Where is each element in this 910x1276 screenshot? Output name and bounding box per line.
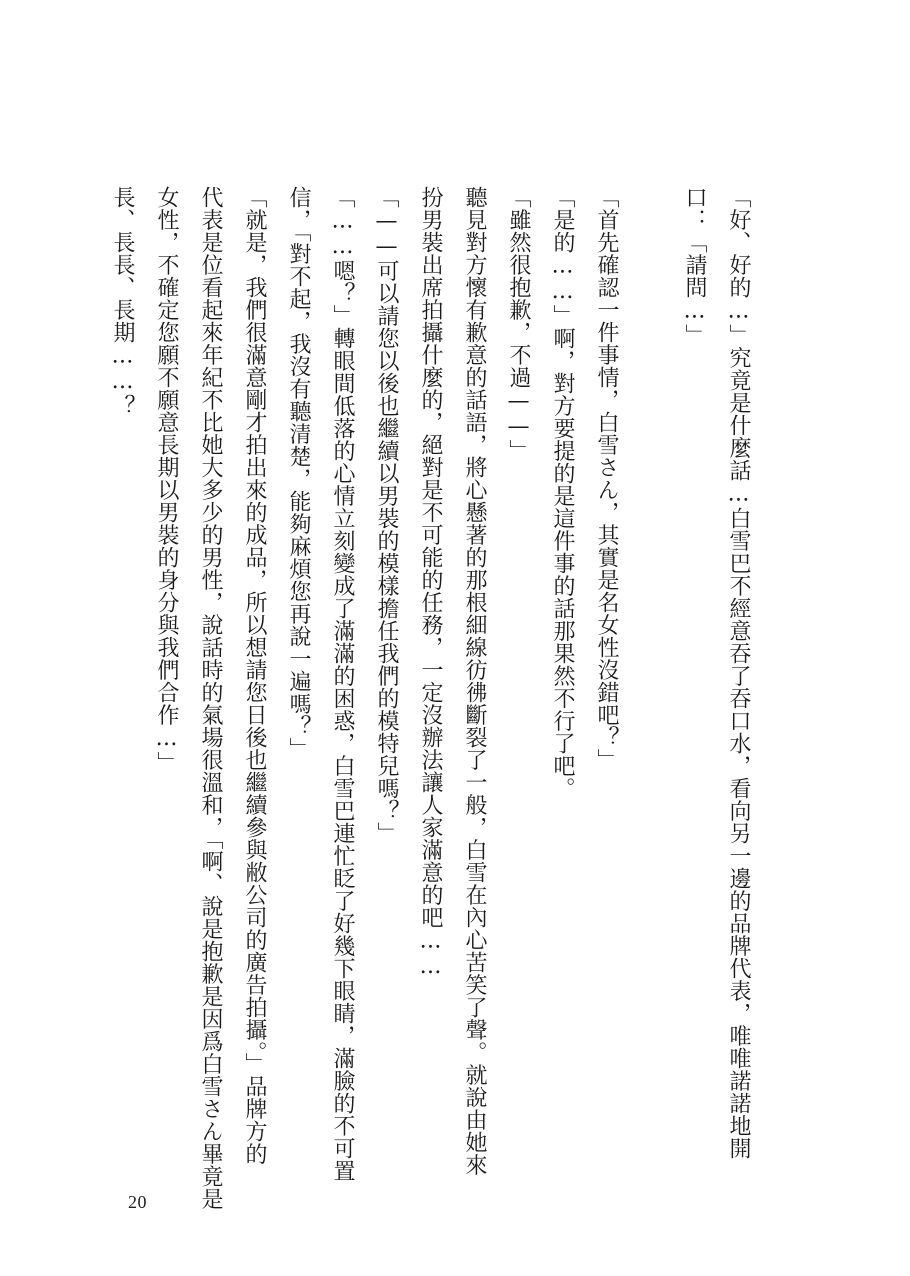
text-line-6: 聽見對方懷有歉意的話語，將心懸著的那根細線彷彿斷裂了一般，白雪在內心苦笑了聲。就說由她來 — [462, 186, 487, 1176]
text-line-2: 口：「請問…」 — [682, 186, 707, 347]
text-line-14: 長、長長、長期……？ — [110, 186, 135, 417]
text-line-8: 「——可以請您以後也繼續以男裝的模樣擔任我們的模特兒嗎？」 — [374, 186, 399, 845]
paragraph-gap — [628, 186, 672, 1146]
text-line-10: 信，「對不起，我沒有聽清楚，能夠麻煩您再說一遍嗎？」 — [286, 186, 311, 760]
text-line-4: 「是的……」啊，對方要提的是這件事的話那果然不行了吧。 — [550, 186, 575, 800]
text-line-12: 代表是位看起來年紀不比她大多少的男性，說話時的氣場很溫和，「啊、說是抱歉是因爲白雪さん畢竟是 — [198, 186, 223, 1210]
text-line-5: 「雖然很抱歉，不過——」 — [506, 186, 531, 462]
text-line-11: 「就是，我們很滿意剛才拍出來的成品，所以想請您日後也繼續參與敝公司的廣告拍攝。」品牌方的 — [242, 186, 267, 1165]
text-line-13: 女性，不確定您願不願意長期以男裝的身分與我們合作…」 — [154, 186, 179, 774]
text-line-3: 「首先確認一件事情，白雪さん，其實是名女性沒錯吧？」 — [594, 186, 619, 771]
page-number: 20 — [128, 1192, 147, 1212]
text-line-9: 「……嗯？」轉眼間低落的心情立刻變成了滿滿的困惑，白雪巴連忙眨了好幾下眼睛，滿臉的不可置 — [330, 186, 355, 1182]
text-line-7: 扮男裝出席拍攝什麼的，絕對是不可能的任務，一定沒辦法讓人家滿意的吧…… — [418, 186, 443, 980]
text-line-1: 「好、好的…」究竟是什麼話…白雪巴不經意吞了吞口水，看向另一邊的品牌代表，唯唯諾諾地開 — [726, 186, 751, 1160]
